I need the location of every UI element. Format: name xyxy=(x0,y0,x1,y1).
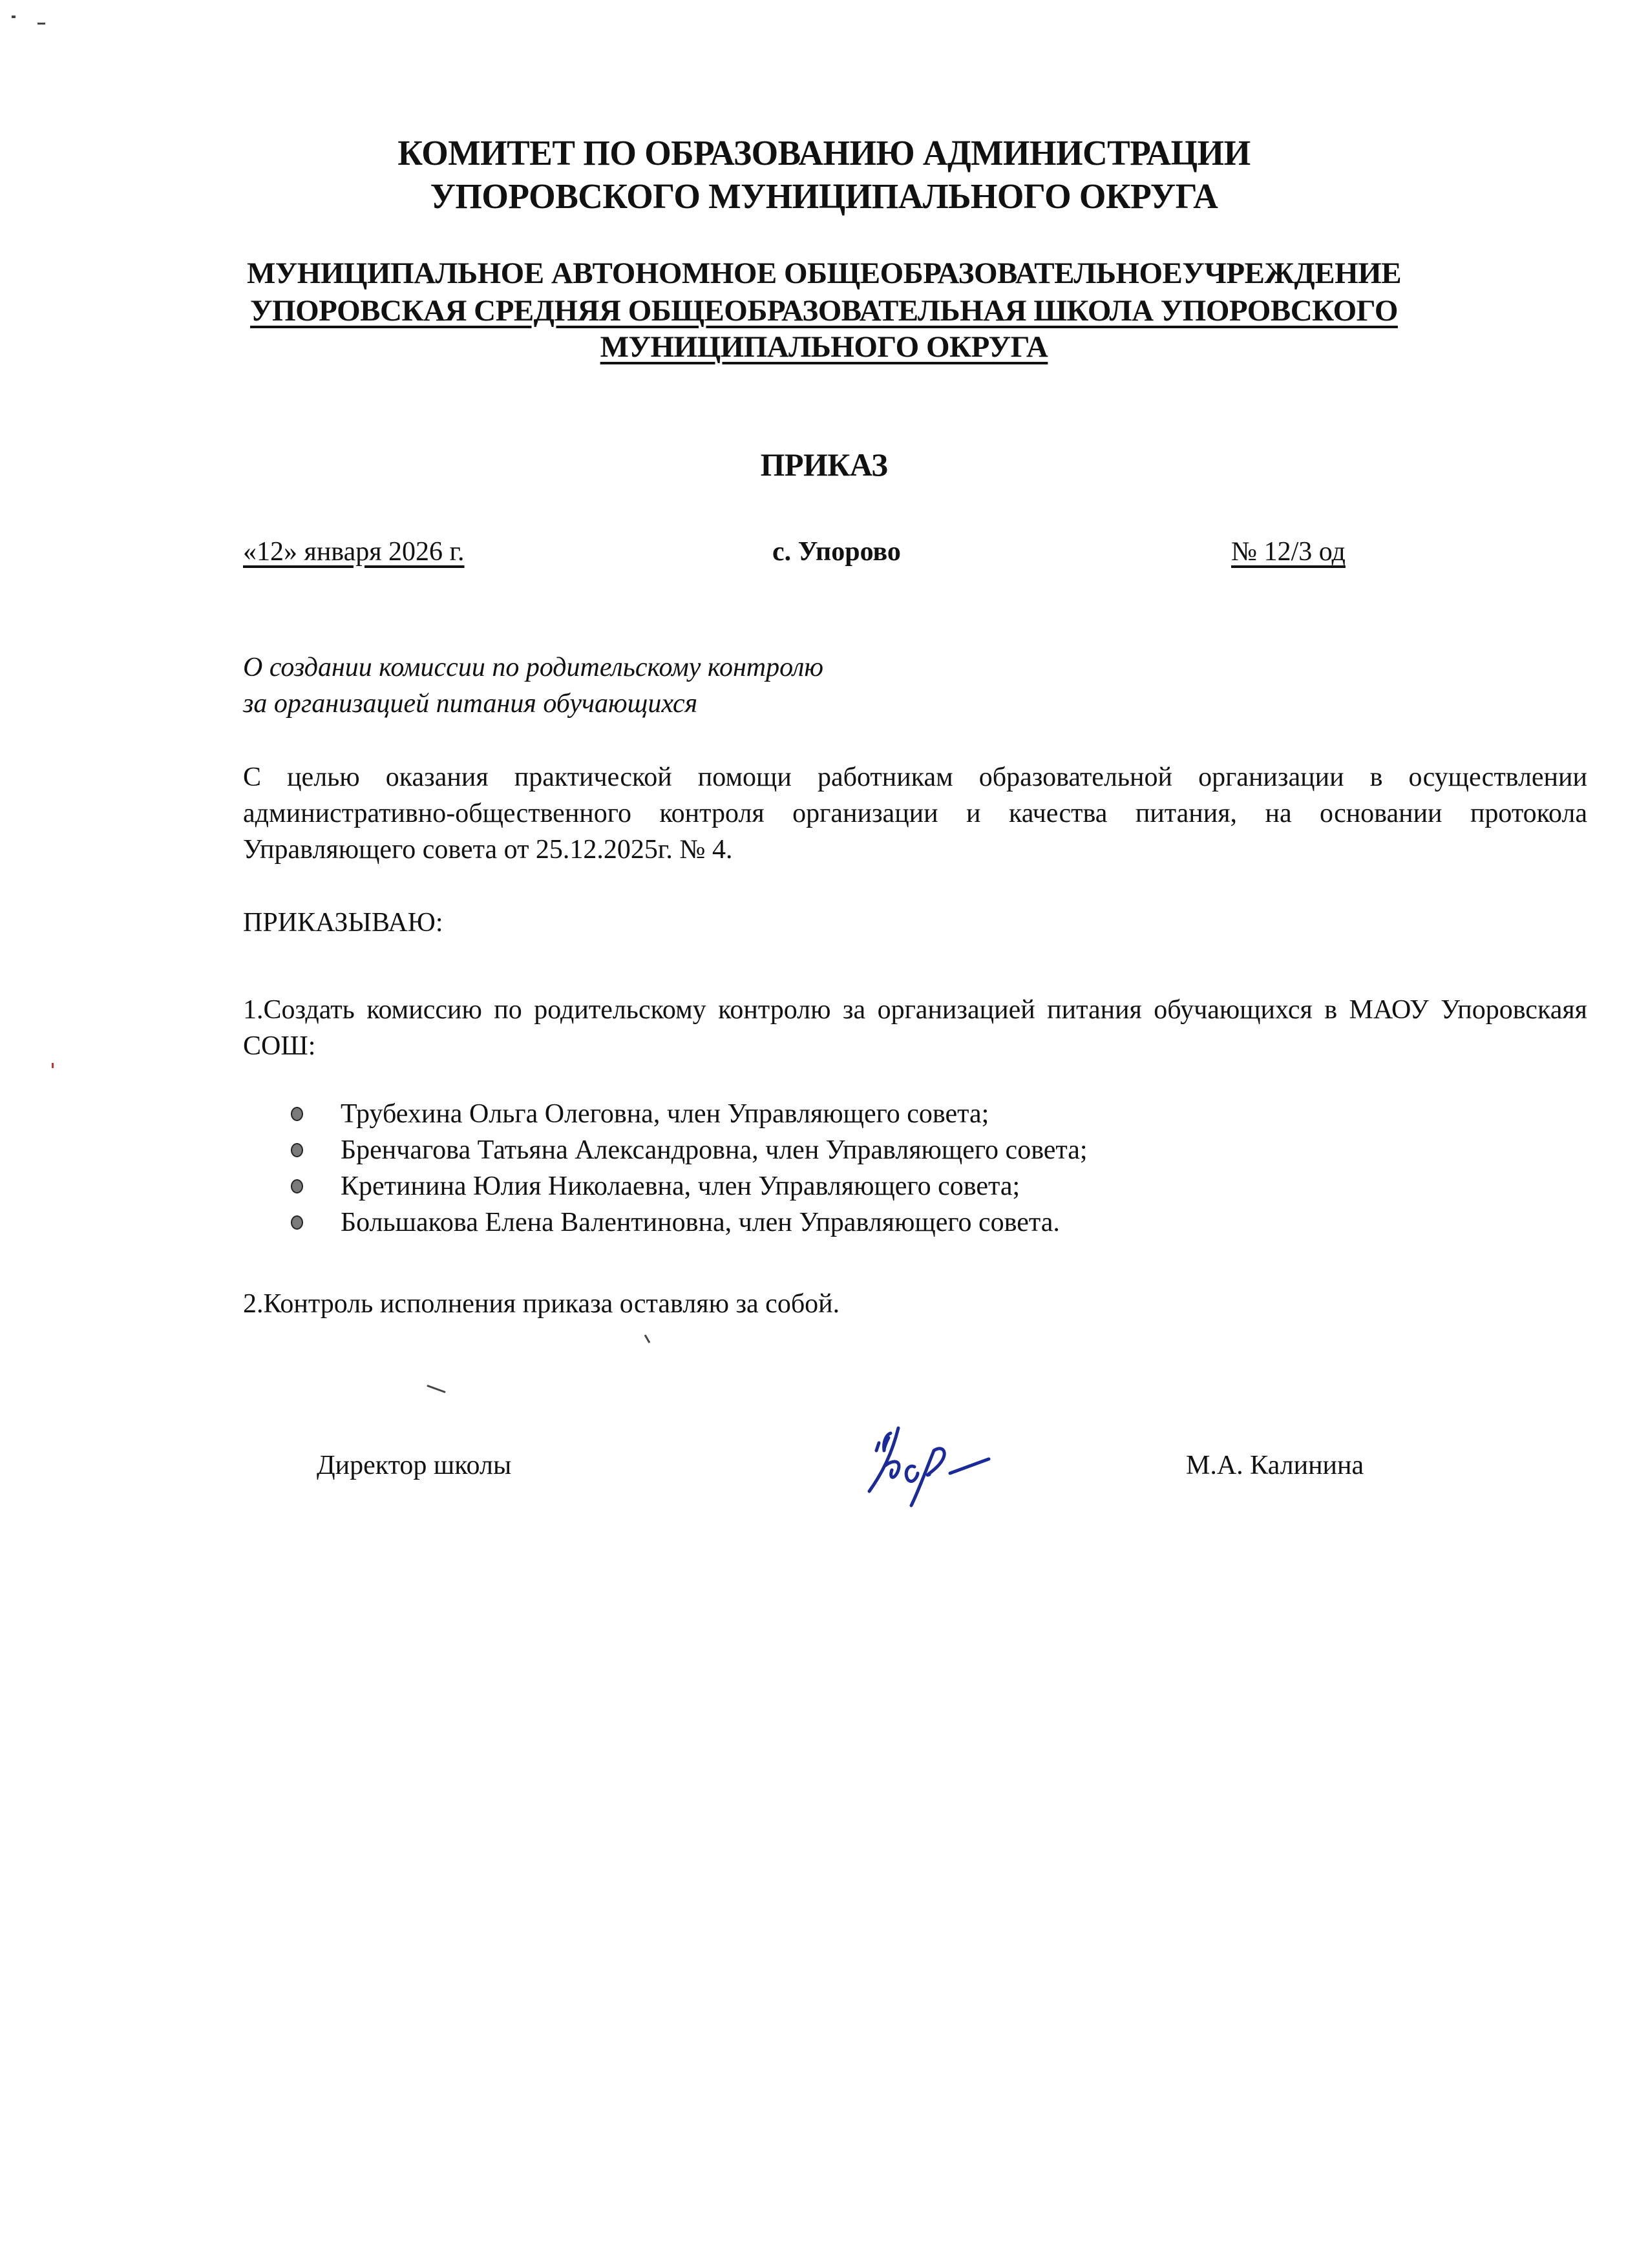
scan-artifact xyxy=(52,1063,54,1068)
bullet-icon xyxy=(291,1179,303,1193)
document-date: «12» января 2026 г. xyxy=(243,537,465,567)
school-title-line3: МУНИЦИПАЛЬНОГО ОКРУГА xyxy=(600,330,1048,364)
member-name: Бренчагова Татьяна Александровна, член Управляющего совета; xyxy=(341,1135,1088,1165)
subject-line1: О создании комиссии по родительскому контролю xyxy=(243,653,823,682)
preamble-paragraph: С целью оказания практической помощи работникам образовательной организации в осуществлении административно-общественного контроля организации и качества питания, на основании протокола Управляющего совета от 25.12.2025г. № 4. xyxy=(243,762,1587,865)
school-title-line1: МУНИЦИПАЛЬНОЕ АВТОНОМНОЕ ОБЩЕОБРАЗОВАТЕЛЬНОЕУЧРЕЖДЕНИЕ xyxy=(246,257,1402,290)
bullet-icon xyxy=(291,1215,303,1230)
scan-artifact xyxy=(644,1334,651,1343)
member-name: Трубехина Ольга Олеговна, член Управляющего совета; xyxy=(341,1099,989,1129)
member-name: Большакова Елена Валентиновна, член Управляющего совета. xyxy=(341,1208,1060,1237)
member-name: Кретинина Юлия Николаевна, член Управляющего совета; xyxy=(341,1171,1020,1201)
signatory-position: Директор школы xyxy=(317,1451,512,1480)
order-item-2: 2.Контроль исполнения приказа оставляю за собой. xyxy=(243,1289,840,1319)
school-title-line3-wrap xyxy=(0,330,1648,364)
org-title-line1: КОМИТЕТ ПО ОБРАЗОВАНИЮ АДМИНИСТРАЦИИ xyxy=(397,133,1251,173)
scan-artifact xyxy=(427,1385,445,1393)
list-item xyxy=(291,1204,1088,1241)
subject-line2: за организацией питания обучающихся xyxy=(243,689,698,719)
list-item xyxy=(291,1132,1088,1168)
document-number: № 12/3 од xyxy=(1231,537,1346,567)
document-place: с. Упорово xyxy=(772,537,901,567)
order-word: ПРИКАЗЫВАЮ: xyxy=(243,908,443,938)
school-title-line2-wrap xyxy=(0,293,1648,328)
school-title-line2: УПОРОВСКАЯ СРЕДНЯЯ ОБЩЕОБРАЗОВАТЕЛЬНАЯ ШКОЛА УПОРОВСКОГО xyxy=(250,294,1398,328)
document-type-title: ПРИКАЗ xyxy=(760,446,888,483)
bullet-icon xyxy=(291,1107,303,1121)
handwritten-signature-icon xyxy=(853,1415,1021,1512)
list-item xyxy=(291,1096,1088,1132)
scan-artifact xyxy=(37,23,45,25)
order-item-1: 1.Создать комиссию по родительскому контролю за организацией питания обучающихся в МАОУ Упоровскаяя СОШ: xyxy=(243,995,1587,1061)
scan-artifact xyxy=(12,16,16,18)
org-title-line2: УПОРОВСКОГО МУНИЦИПАЛЬНОГО ОКРУГА xyxy=(430,176,1218,216)
list-item xyxy=(291,1168,1088,1204)
bullet-icon xyxy=(291,1143,303,1157)
committee-members-list xyxy=(291,1096,1088,1241)
signatory-name: М.А. Калинина xyxy=(1186,1451,1364,1480)
